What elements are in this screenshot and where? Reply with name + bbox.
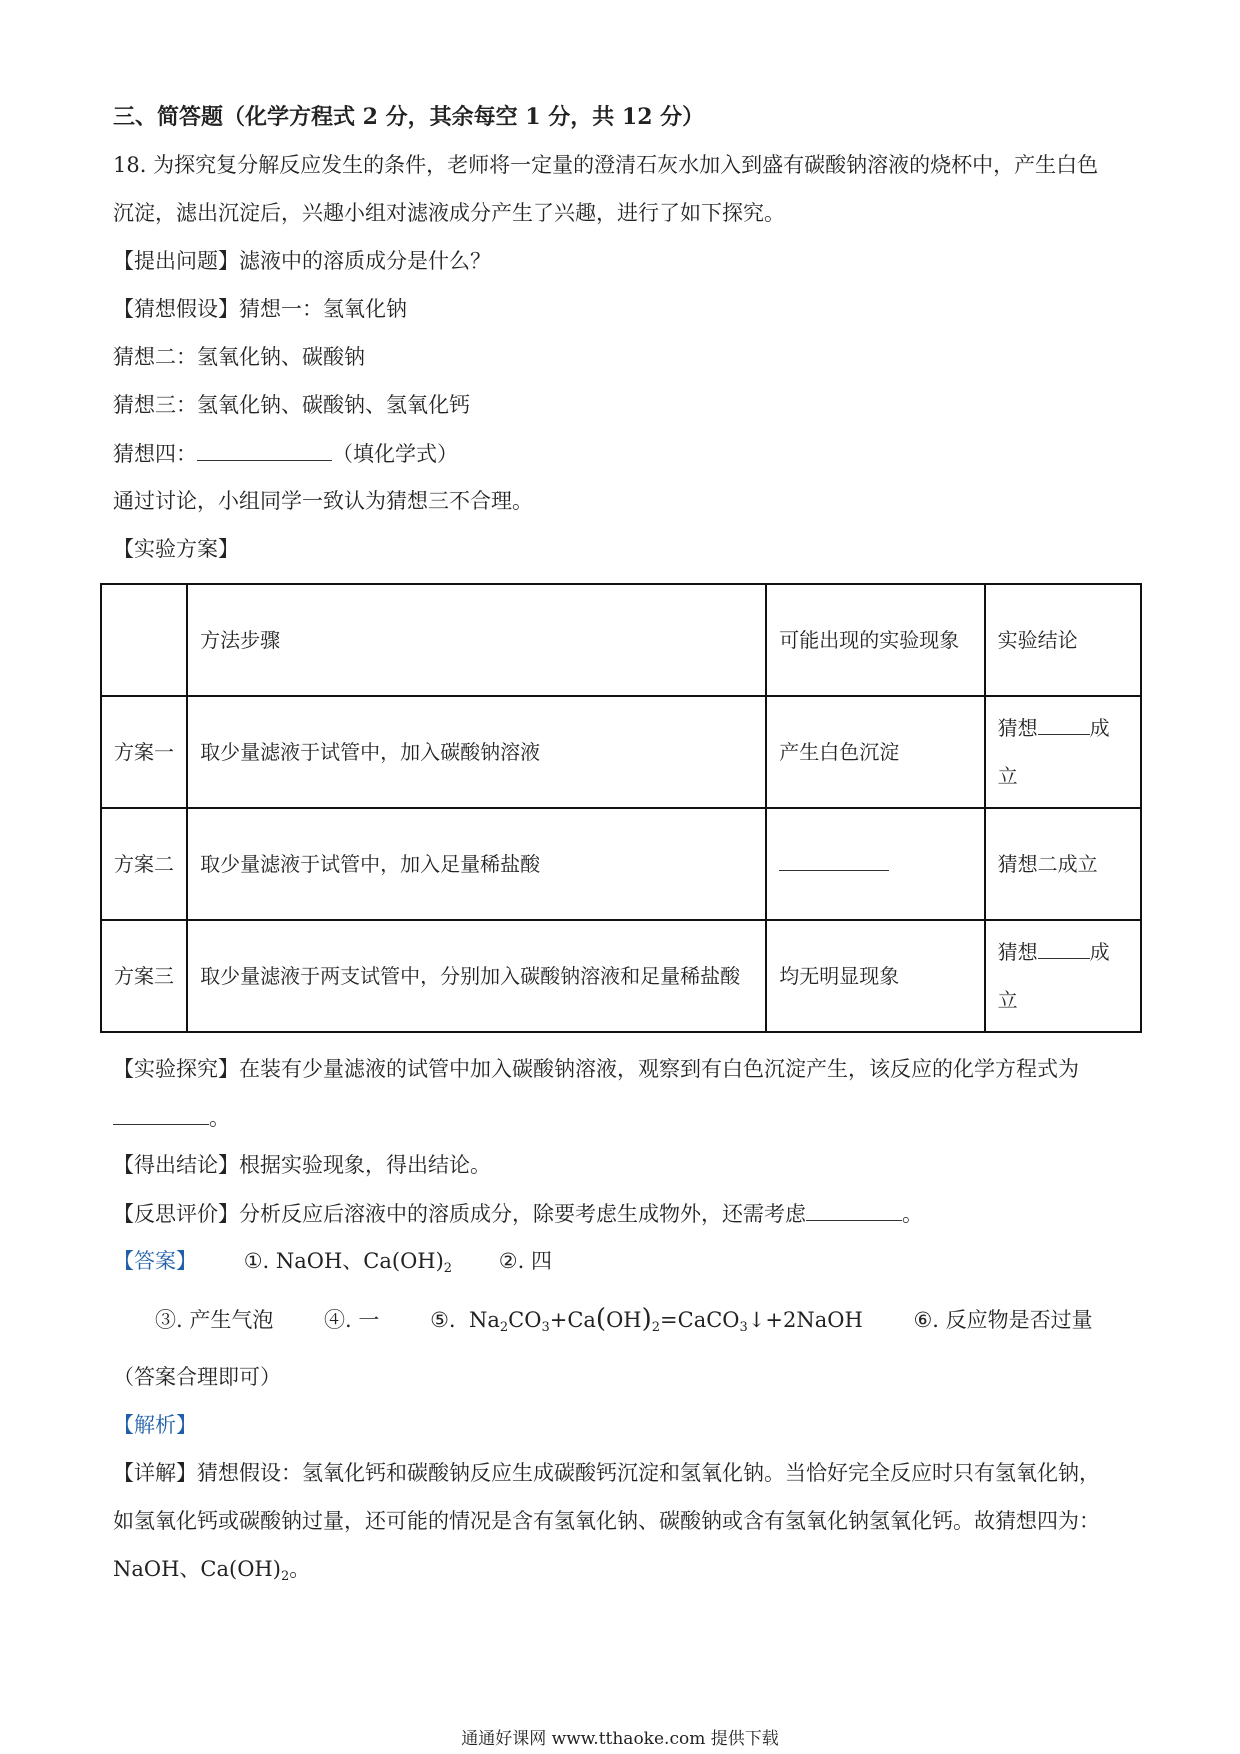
plan-conclusion: [985, 696, 1141, 808]
conclusion-suffix: 成立: [997, 716, 1110, 788]
table-header-cell: 实验结论: [985, 584, 1141, 696]
reflection-prefix: 【反思评价】分析反应后溶液中的溶质成分，除要考虑生成物外，还需考虑: [113, 1202, 806, 1226]
conclusion-suffix: 成立: [997, 940, 1110, 1012]
answer-row-2: [155, 1304, 1093, 1343]
conclusion-prefix: 猜想: [997, 940, 1038, 964]
detail-line1: 【详解】猜想假设：氢氧化钙和碳酸钠反应生成碳酸钙沉淀和氢氧化钠。当恰好完全反应时只有氢氧化钠，: [113, 1461, 1100, 1485]
explore-line1: 【实验探究】在装有少量滤液的试管中加入碳酸钠溶液，观察到有白色沉淀产生，该反应的化学方程式为: [113, 1057, 1079, 1081]
answer-5: ⑤. $Na_2CO_3+Ca(OH)_2=CaCO_3↓+2NaOH$: [430, 1304, 863, 1335]
plan-step: 取少量滤液于试管中，加入足量稀盐酸: [187, 808, 766, 920]
detail-line3-end: 。: [289, 1557, 311, 1581]
hypothesis-1: 【猜想假设】猜想一：氢氧化钠: [113, 297, 407, 321]
hypothesis-4-blank: [197, 438, 332, 461]
conclusion-blank: [1038, 712, 1090, 735]
conclusion-text: 【得出结论】根据实验现象，得出结论。: [113, 1153, 491, 1177]
table-header-cell: [101, 584, 187, 696]
answer-1-text: ①. NaOH、Ca(OH): [243, 1249, 444, 1273]
table-header-row: [101, 584, 1141, 696]
explore-end: 。: [209, 1106, 230, 1130]
plan-name: 方案一: [101, 696, 187, 808]
answer-4: ④. 一: [324, 1308, 380, 1332]
hypothesis-2: 猜想二：氢氧化钠、碳酸钠: [113, 345, 365, 369]
section-title: 三、简答题（化学方程式 2 分，其余每空 1 分，共 12 分）: [113, 104, 705, 130]
detail-line3-sub: 2: [280, 1569, 290, 1584]
answer-1-sub: 2: [443, 1261, 453, 1276]
phenomenon-blank: [779, 848, 889, 871]
discussion-text: 通过讨论，小组同学一致认为猜想三不合理。: [113, 489, 533, 513]
answer-row-1: [113, 1246, 552, 1284]
conclusion-blank: [1038, 936, 1090, 959]
detail-line3-text: NaOH、Ca(OH): [113, 1557, 281, 1581]
answer-1: [243, 1249, 453, 1276]
experiment-plan-table: [100, 583, 1142, 1033]
answer-5-label: ⑤.: [430, 1308, 456, 1332]
plan-conclusion: [985, 920, 1141, 1032]
detail-line2: 如氢氧化钙或碳酸钠过量，还可能的情况是含有氢氧化钠、碳酸钠或含有氢氧化钠氢氧化钙。故猜想四为：: [113, 1509, 1100, 1533]
detail-line3: [113, 1554, 310, 1592]
plan-step: 取少量滤液于两支试管中，分别加入碳酸钠溶液和足量稀盐酸: [187, 920, 766, 1032]
plan-step: 取少量滤液于试管中，加入碳酸钠溶液: [187, 696, 766, 808]
plan-phenomenon: 均无明显现象: [766, 920, 984, 1032]
answer-2: ②. 四: [498, 1249, 552, 1273]
reflection-end: 。: [902, 1202, 923, 1226]
table-row: [101, 696, 1141, 808]
answer-6: ⑥. 反应物是否过量: [913, 1308, 1093, 1332]
question-intro-line2: 沉淀，滤出沉淀后，兴趣小组对滤液成分产生了兴趣，进行了如下探究。: [113, 201, 785, 225]
plan-conclusion: 猜想二成立: [985, 808, 1141, 920]
table-row: [101, 920, 1141, 1032]
question-intro-line1: 18. 为探究复分解反应发生的条件，老师将一定量的澄清石灰水加入到盛有碳酸钠溶液的烧杯中，产生白色: [113, 153, 1099, 177]
answer-3: ③. 产生气泡: [155, 1308, 274, 1332]
plan-label: 【实验方案】: [113, 537, 239, 561]
conclusion-prefix: 猜想: [997, 716, 1038, 740]
reflection-blank: [806, 1198, 902, 1221]
footer-text: 通通好课网 www.tthaoke.com 提供下载: [461, 1729, 779, 1749]
answer-note: （答案合理即可）: [113, 1365, 281, 1389]
plan-phenomenon: 产生白色沉淀: [766, 696, 984, 808]
table-row: [101, 808, 1141, 920]
hypothesis-4-suffix: （填化学式）: [332, 442, 458, 466]
plan-name: 方案二: [101, 808, 187, 920]
table-header-cell: 方法步骤: [187, 584, 766, 696]
equation-blank: [113, 1102, 209, 1125]
reflection-text: [113, 1198, 923, 1229]
plan-phenomenon: [766, 808, 984, 920]
hypothesis-4: [113, 438, 458, 469]
hypothesis-4-prefix: 猜想四：: [113, 442, 197, 466]
hypothesis-3: 猜想三：氢氧化钠、碳酸钠、氢氧化钙: [113, 393, 470, 417]
question-ask: 【提出问题】滤液中的溶质成分是什么？: [113, 249, 491, 273]
plan-name: 方案三: [101, 920, 187, 1032]
answer-tag: 【答案】: [113, 1249, 197, 1273]
explore-line2: [113, 1102, 230, 1133]
analysis-tag: 【解析】: [113, 1413, 197, 1437]
table-header-cell: 可能出现的实验现象: [766, 584, 984, 696]
